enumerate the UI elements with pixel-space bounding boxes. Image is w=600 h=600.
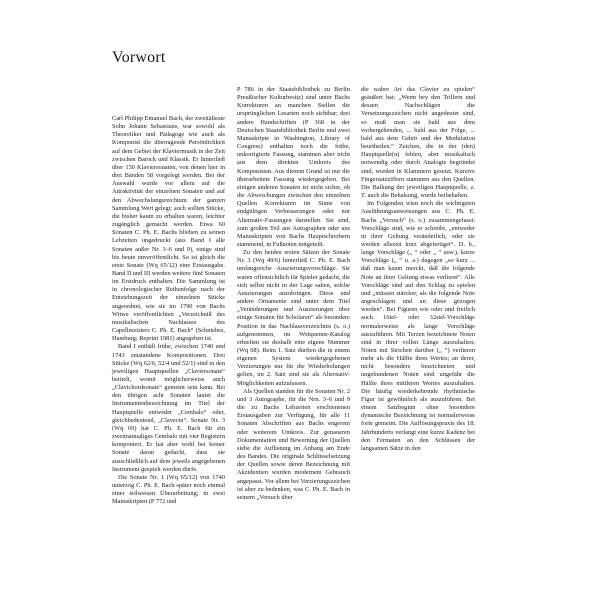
paragraph: die wahre Art das Clavier zu spielen“ geäußert hat: „Wenn bey den Trillern und dessen Nachschlägen die Versetzungszeichen nicht angedeutet sind, so muß man sie bald aus dem vorhergehenden, ... bald aus der Folge, ... bald aus dem Gehör und der Modulation beurtheilen.“ Zeichen, die in der (den) Hauptquelle(n) fehlen, aber musikalisch notwendig oder durch Analogie begründet sind, wurden in Klammern gesetzt. Kursive Fingersatzziffern stammen aus den Quellen. Die Balkung der jeweiligen Hauptquelle, z. T. auch die Behalsung, wurde beibehalten. <box>361 86 475 200</box>
text-column-2 <box>237 86 350 502</box>
paragraph: Im Folgenden wien noch die wichtigsten Ausführungsanweisungen aus C. Ph. E. Bachs „Versuch“ (s. o.) zusammengefasst: Vorschläge sind, wie er schreibt, „entweder in ihrer Geltung veränderlich, oder sie werden allezeit kurz abgefertiget“. D. h., lange Vorschläge („ “ oder „ “ usw.), kurze Vorschläge („ “ u. a.) dagegen „so kurz ... daß man kaum merckt, daß die folgende Note an ihrer Geltung etwas verlieret“. Alle Vorschläge sind auf den Schlag zu spielen und „müssen stärcker, als die folgende Note angeschlagen und an diese gezogen werden“. Bei Figuren wie oder und freilich auch 16tel- oder 32stel-Vorschläge normalerweise als lange Vorschläge auszuführen. Mit Terzen bezeichnete Noten sind in ihrer vollen Länge auszuhalten; Noten mit Strichen darüber („ “) verlieren mehr als die Hälfte ihres Wertes; an derer, nicht besonders bezeichneten und ungebundenen Noten sind ungefähr die Hälfte ihres mittleren Wertes auszuhalten. Die häufig wiederkehrende rhythmische Figur ist gewöhnlich als auszuführen. Bei einem Satzbeginn ohne besondere dynamische Bezeichnung ist normalerweise forte gemeint. Die Auflösungspraxis des 18. Jahrhunderts verlangt eine kurze Kadenz bei den Fermaten an den Schlüssen der langsamen Sätze in den <box>361 200 475 452</box>
text-column-3 <box>361 86 475 453</box>
paragraph: Die Sonate Nr. 1 (Wq 65/12) von 1740 unterzog C. Ph. E. Bach später noch einmal einer teilweisen Überarbeitung; in zwei Manuskripten (P 772 und <box>112 473 225 506</box>
paragraph: Zu den beiden ersten Sätzen der Sonate Nr. 3 (Wq 49/6) hinterließ C. Ph. E. Bach umfangreiche Auszierungsvorschläge. Sie waren offensichtlich für Spieler gedacht, die sich selbst nicht in der Lage sahen, solche Auszierungen anzubringen. Diese und andere Ornamente sind unter dem Titel „Veränderungen und Auszierungen über einige Sonaten für Scholaren“ als besondere Position in das Nachlassverzeichnis (s. o.) aufgenommen, im Wotquenne-Katalog erhielten sie deshalb eine eigene Nummer (Wq 68). Beim 1. Satz dürften die in einem eigenen System wiedergegebenen Verzierungen nur für die Wiederholungen gelten, im 2. Satz sind sie als Alternativ-Möglichkeiten aufzufassen. <box>237 249 350 387</box>
paragraph: P 786 in der Staatsbibliothek zu Berlin Preußischer Kulturbesitz) sind unter Bachs Korrekturen an manchen Stellen die ursprünglichen Lesarten noch sichtbar; drei andere Handschriften (P 368 in der Deutschen Staatsbibliothek Berlin und zwei Manuskripte in Washington, Library of Congress) enthalten noch die frühe, unkorrigierte Fassung, stammen aber nicht aus dem direkten Umkreis des Komponisten. Aus diesem Grund ist nur die überarbeitete Fassung wiedergegeben. Bei einigen anderen Sonaten ist nicht sicher, ob die Abweichungen zwischen den einzelnen Quellen Korrekturen im Sinne von endgültigen Verbesserungen oder nur Alternativ-Fassungen darstellen. Sie sind, zum großen Teil aus Autographen oder aus Manuskripten von Bachs Hauptschreibern stammend, in Fußnoten mitgeteilt. <box>237 86 350 248</box>
text-column-1 <box>112 115 225 507</box>
paragraph: Als Quellen standen für die Sonaten Nr. 2 und 3 Autographe, für die Nrn. 3–6 und 9 die zu Bachs Lebzeiten erschienenen Erstausgaben zur Verfügung, für alle 11 Sonaten Abschriften aus Bachs engerem oder weiterem Umkreis. Zur genaueren Dokumentation und Bewertung der Quellen siehe die Auflistung im Anhang am Ende des Bandes. Die originale Schlüsselsetzung der Quellen sowie deren Bezeichnung mit Akzidentien wurden modernem Gebrauch angepasst. Vor allem bei Verzierungszeichen ist aber zu bedenken, was C. Ph. E. Bach in seinem „Versuch über <box>237 387 350 501</box>
page-title: Vorwort <box>112 49 166 66</box>
paragraph: Carl Philipp Emanuel Bach, der zweitälteste Sohn Johann Sebastians, war sowohl als Theoretiker und Pädagoge wie auch als Komponist die überragende Persönlichkeit auf dem Gebiet der Klaviermusik in der Zeit zwischen Barock und Klassik. Er hinterließ über 150 Klaviersonaten, von denen hier in drei Bänden 58 vorgelegt werden. Bei der Auswahl wurde vor allem auf die Attraktivität der einzelnen Sonaten und auf den Abwechslungsreichtum der ganzen Sammlung Wert gelegt; auch sollten Stücke, die bisher kaum zu erhalten waren, leichter zugänglich gemacht werden. Etwa 60 Sonaten C. Ph. E. Bachs blieben zu seinen Lebzeiten ungedruckt (aus Band I alle Sonaten außer Nr. 3–6 und 9), einige sind bis heute unveröffentlicht. So ist gleich die erste Sonate (Wq 65/12) eine Erstausgabe. Band II und III werden weitere fünf Sonaten im Erstdruck enthalten. Die Sammlung ist in chronologischer Reihenfolge nach der Entstehungszeit der einzelnen Stücke angeordnet, wie sie im 1790 von Bachs Witwe veröffentlichten „Verzeichniß des musikalischen Nachlasses des Capellmeisters C. Ph. E. Bach“ (Schniebes, Hamburg; Reprint 1981) angegeben ist. <box>112 115 225 343</box>
paragraph: Band I enthält frühe, zwischen 1740 und 1743 entstandene Kompositionen. Drei Stücke (Wq 62/6, 52/4 und 52/1) sind in den jeweiligen Hauptquellen „Claviersonate“ betitelt, womit möglicherweise auch „Clavichordsonate“ gemeint sein kann. Bei den übrigen acht Sonaten lautet die Instrumentenbezeichnung im Titel der Hauptquelle entweder „Cembalo“ oder, gleichbedeutend, „Clavecin“. Sonate Nr. 3 (Wq 69) hat C. Ph. E. Bach für ein zweimanualiges Cembalo mit vier Registern komponiert. Er hat aber wohl bei keiner Sonate daran gedacht, dass sie ausschließlich auf dem jeweils angegebenen Instrument gespielt werden dürfe. <box>112 343 225 473</box>
